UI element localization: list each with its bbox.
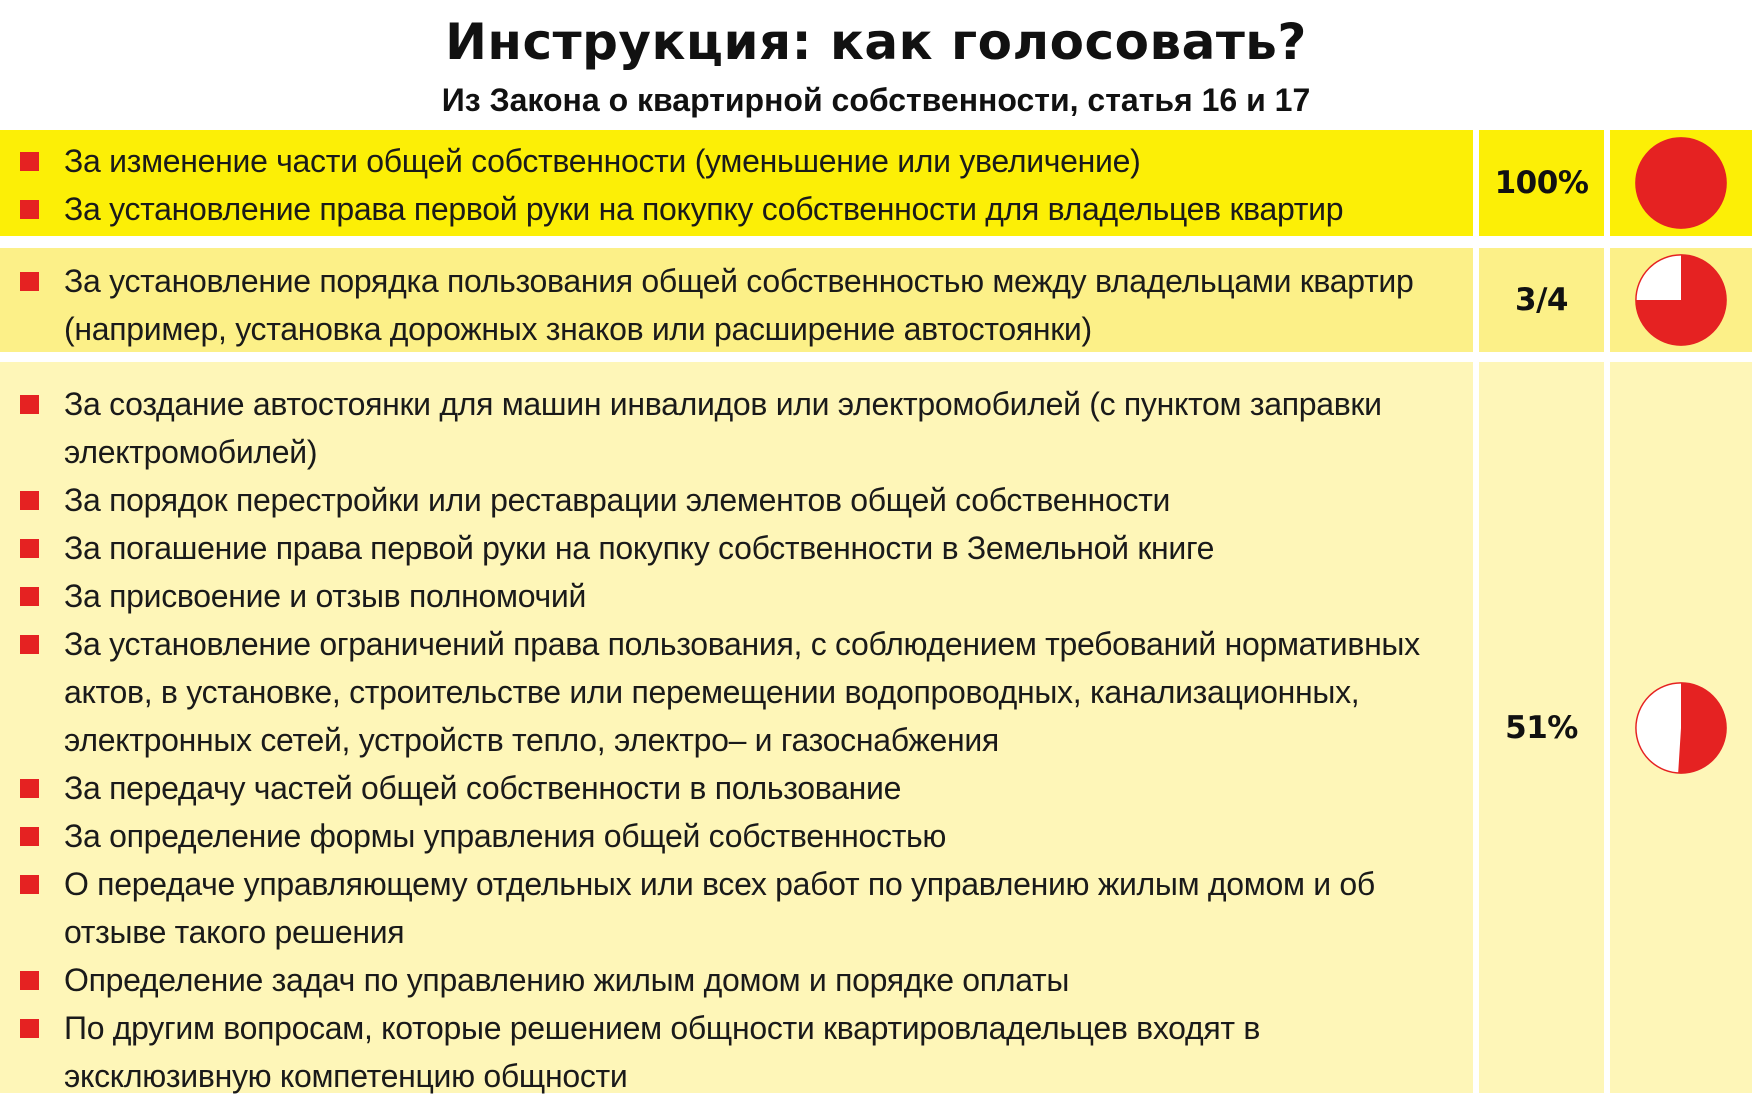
list-item: За изменение части общей собственности (уменьшение или увеличение) [0,137,1473,185]
red-square-bullet-icon [20,779,39,798]
pie-slice [1636,138,1726,228]
red-square-bullet-icon [20,1019,39,1038]
red-square-bullet-icon [20,827,39,846]
percent-label: 100% [1494,165,1589,201]
percent-cell [1479,130,1604,236]
percent-cell [1479,248,1604,352]
page-title: Инструкция: как голосовать? [445,13,1307,71]
list-item: За порядок перестройки или реставрации элементов общей собственности [0,476,1473,524]
vote-group-three-quarters [0,248,1752,352]
group-items-list [0,257,1473,353]
red-square-bullet-icon [20,635,39,654]
list-item: За создание автостоянки для машин инвалидов или электромобилей (с пунктом заправки электромобилей) [0,380,1473,476]
group-items-cell [0,248,1473,352]
vote-group-51 [0,362,1752,1093]
list-item: За установление порядка пользования общей собственностью между владельцами квартир (например, установка дорожных знаков или расширение автостоянки) [0,257,1473,353]
percent-label: 3/4 [1515,282,1568,318]
group-items-list [0,137,1473,233]
list-item: О передаче управляющему отдельных или всех работ по управлению жилым домом и об отзыве такого решения [0,860,1473,956]
red-square-bullet-icon [20,152,39,171]
red-square-bullet-icon [20,395,39,414]
red-square-bullet-icon [20,272,39,291]
majority-pie-icon [1632,251,1730,349]
pie-cell [1610,130,1752,236]
pie-slice [1678,682,1726,772]
majority-pie-icon [1632,679,1730,777]
group-items-list [0,380,1473,1100]
list-item: За присвоение и отзыв полномочий [0,572,1473,620]
vote-group-100 [0,130,1752,236]
majority-pie-icon [1632,134,1730,232]
page-subtitle: Из Закона о квартирной собственности, статья 16 и 17 [441,82,1311,118]
list-item: За погашение права первой руки на покупку собственности в Земельной книге [0,524,1473,572]
list-item: За определение формы управления общей собственностью [0,812,1473,860]
red-square-bullet-icon [20,200,39,219]
group-items-cell [0,130,1473,236]
list-item: За установление права первой руки на покупку собственности для владельцев квартир [0,185,1473,233]
list-item: Определение задач по управлению жилым домом и порядке оплаты [0,956,1473,1004]
pie-cell [1610,248,1752,352]
pie-cell [1610,362,1752,1093]
red-square-bullet-icon [20,491,39,510]
list-item: По другим вопросам, которые решением общности квартировладельцев входят в эксклюзивную компетенцию общности [0,1004,1473,1100]
group-items-cell [0,362,1473,1093]
red-square-bullet-icon [20,587,39,606]
percent-cell [1479,362,1604,1093]
header [0,0,1752,130]
list-item: За передачу частей общей собственности в пользование [0,764,1473,812]
percent-label: 51% [1505,709,1578,746]
list-item: За установление ограничений права пользования, с соблюдением требований нормативных актов, в установке, строительстве или перемещении водопроводных, канализационных, электронных сетей, устройств тепло, электро– и газоснабжения [0,620,1473,764]
red-square-bullet-icon [20,971,39,990]
red-square-bullet-icon [20,539,39,558]
red-square-bullet-icon [20,875,39,894]
